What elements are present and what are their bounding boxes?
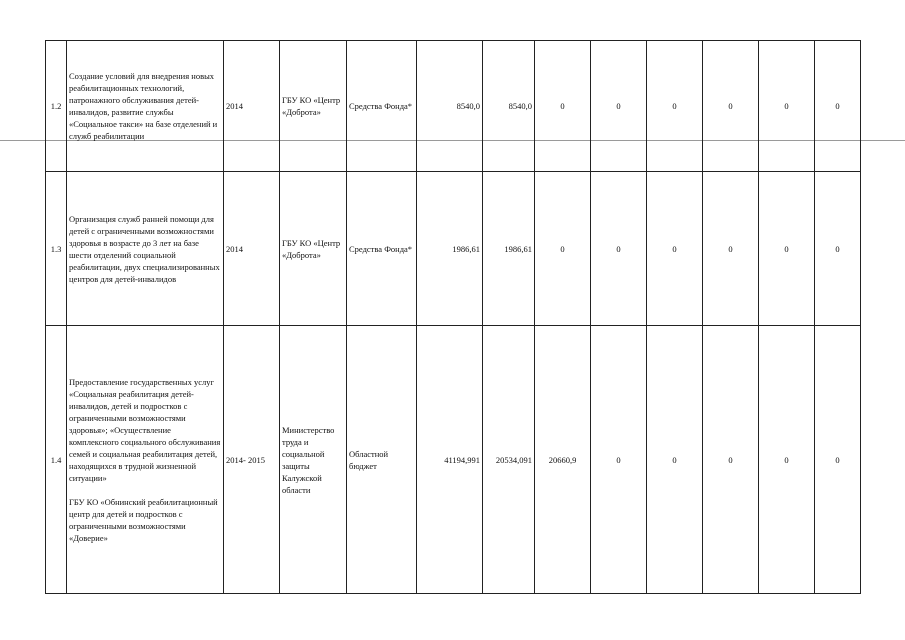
- year-2015-cell: 0: [535, 41, 591, 172]
- activity-organization: ГБУ КО «Обнинский реабилитационный центр для детей и подростков с ограниченными возможностями «Доверие»: [69, 496, 218, 543]
- executor-cell: ГБУ КО «Центр «Доброта»: [280, 172, 347, 326]
- value-cell: 0: [647, 41, 703, 172]
- value-cell: 0: [703, 41, 759, 172]
- total-cell: 8540,0: [417, 41, 483, 172]
- table-row: [46, 41, 861, 172]
- executor-cell: Министерство труда и социальной защиты Калужской области: [280, 326, 347, 594]
- year-2015-cell: 0: [535, 172, 591, 326]
- table-row: [46, 172, 861, 326]
- period-cell: 2014: [224, 41, 280, 172]
- period-cell: 2014- 2015: [224, 326, 280, 594]
- value-cell: 0: [815, 41, 861, 172]
- value-cell: 0: [591, 326, 647, 594]
- value-cell: 0: [759, 41, 815, 172]
- activity-description: Организация служб ранней помощи для детей с ограниченными возможностями здоровья в возрасте до 3 лет на базе шести отделений социальной реабилитации, двух специализированных центров для детей-инвалидов: [67, 172, 224, 326]
- total-cell: 1986,61: [417, 172, 483, 326]
- value-cell: 0: [815, 326, 861, 594]
- funding-source-cell: Средства Фонда*: [347, 41, 417, 172]
- year-2014-cell: 1986,61: [483, 172, 535, 326]
- spacer: [69, 484, 221, 496]
- funding-source-cell: Средства Фонда*: [347, 172, 417, 326]
- value-cell: 0: [591, 41, 647, 172]
- value-cell: 0: [647, 172, 703, 326]
- activity-description: Создание условий для внедрения новых реабилитационных технологий, патронажного обслуживания детей-инвалидов, развитие службы «Социальное такси» на базе отделений и служб реабилитации: [67, 41, 224, 172]
- activity-description-cell: [67, 326, 224, 594]
- period-cell: 2014: [224, 172, 280, 326]
- total-cell: 41194,991: [417, 326, 483, 594]
- row-number: 1.2: [46, 41, 67, 172]
- row-number: 1.4: [46, 326, 67, 594]
- value-cell: 0: [815, 172, 861, 326]
- activity-description: Предоставление государственных услуг «Социальная реабилитация детей-инвалидов, детей и подростков с ограниченными возможностями здоровья»; «Осуществление комплексного социального обслуживания семей и социальная реабилитация детей, находящихся в трудной жизненной ситуации»: [69, 376, 221, 483]
- row-number: 1.3: [46, 172, 67, 326]
- year-2014-cell: 20534,091: [483, 326, 535, 594]
- funding-source-cell: Областной бюджет: [347, 326, 417, 594]
- executor-cell: ГБУ КО «Центр «Доброта»: [280, 41, 347, 172]
- value-cell: 0: [703, 172, 759, 326]
- program-activities-table: [45, 40, 861, 594]
- value-cell: 0: [703, 326, 759, 594]
- year-2015-cell: 20660,9: [535, 326, 591, 594]
- value-cell: 0: [759, 172, 815, 326]
- value-cell: 0: [647, 326, 703, 594]
- value-cell: 0: [591, 172, 647, 326]
- year-2014-cell: 8540,0: [483, 41, 535, 172]
- value-cell: 0: [759, 326, 815, 594]
- table-row: [46, 326, 861, 594]
